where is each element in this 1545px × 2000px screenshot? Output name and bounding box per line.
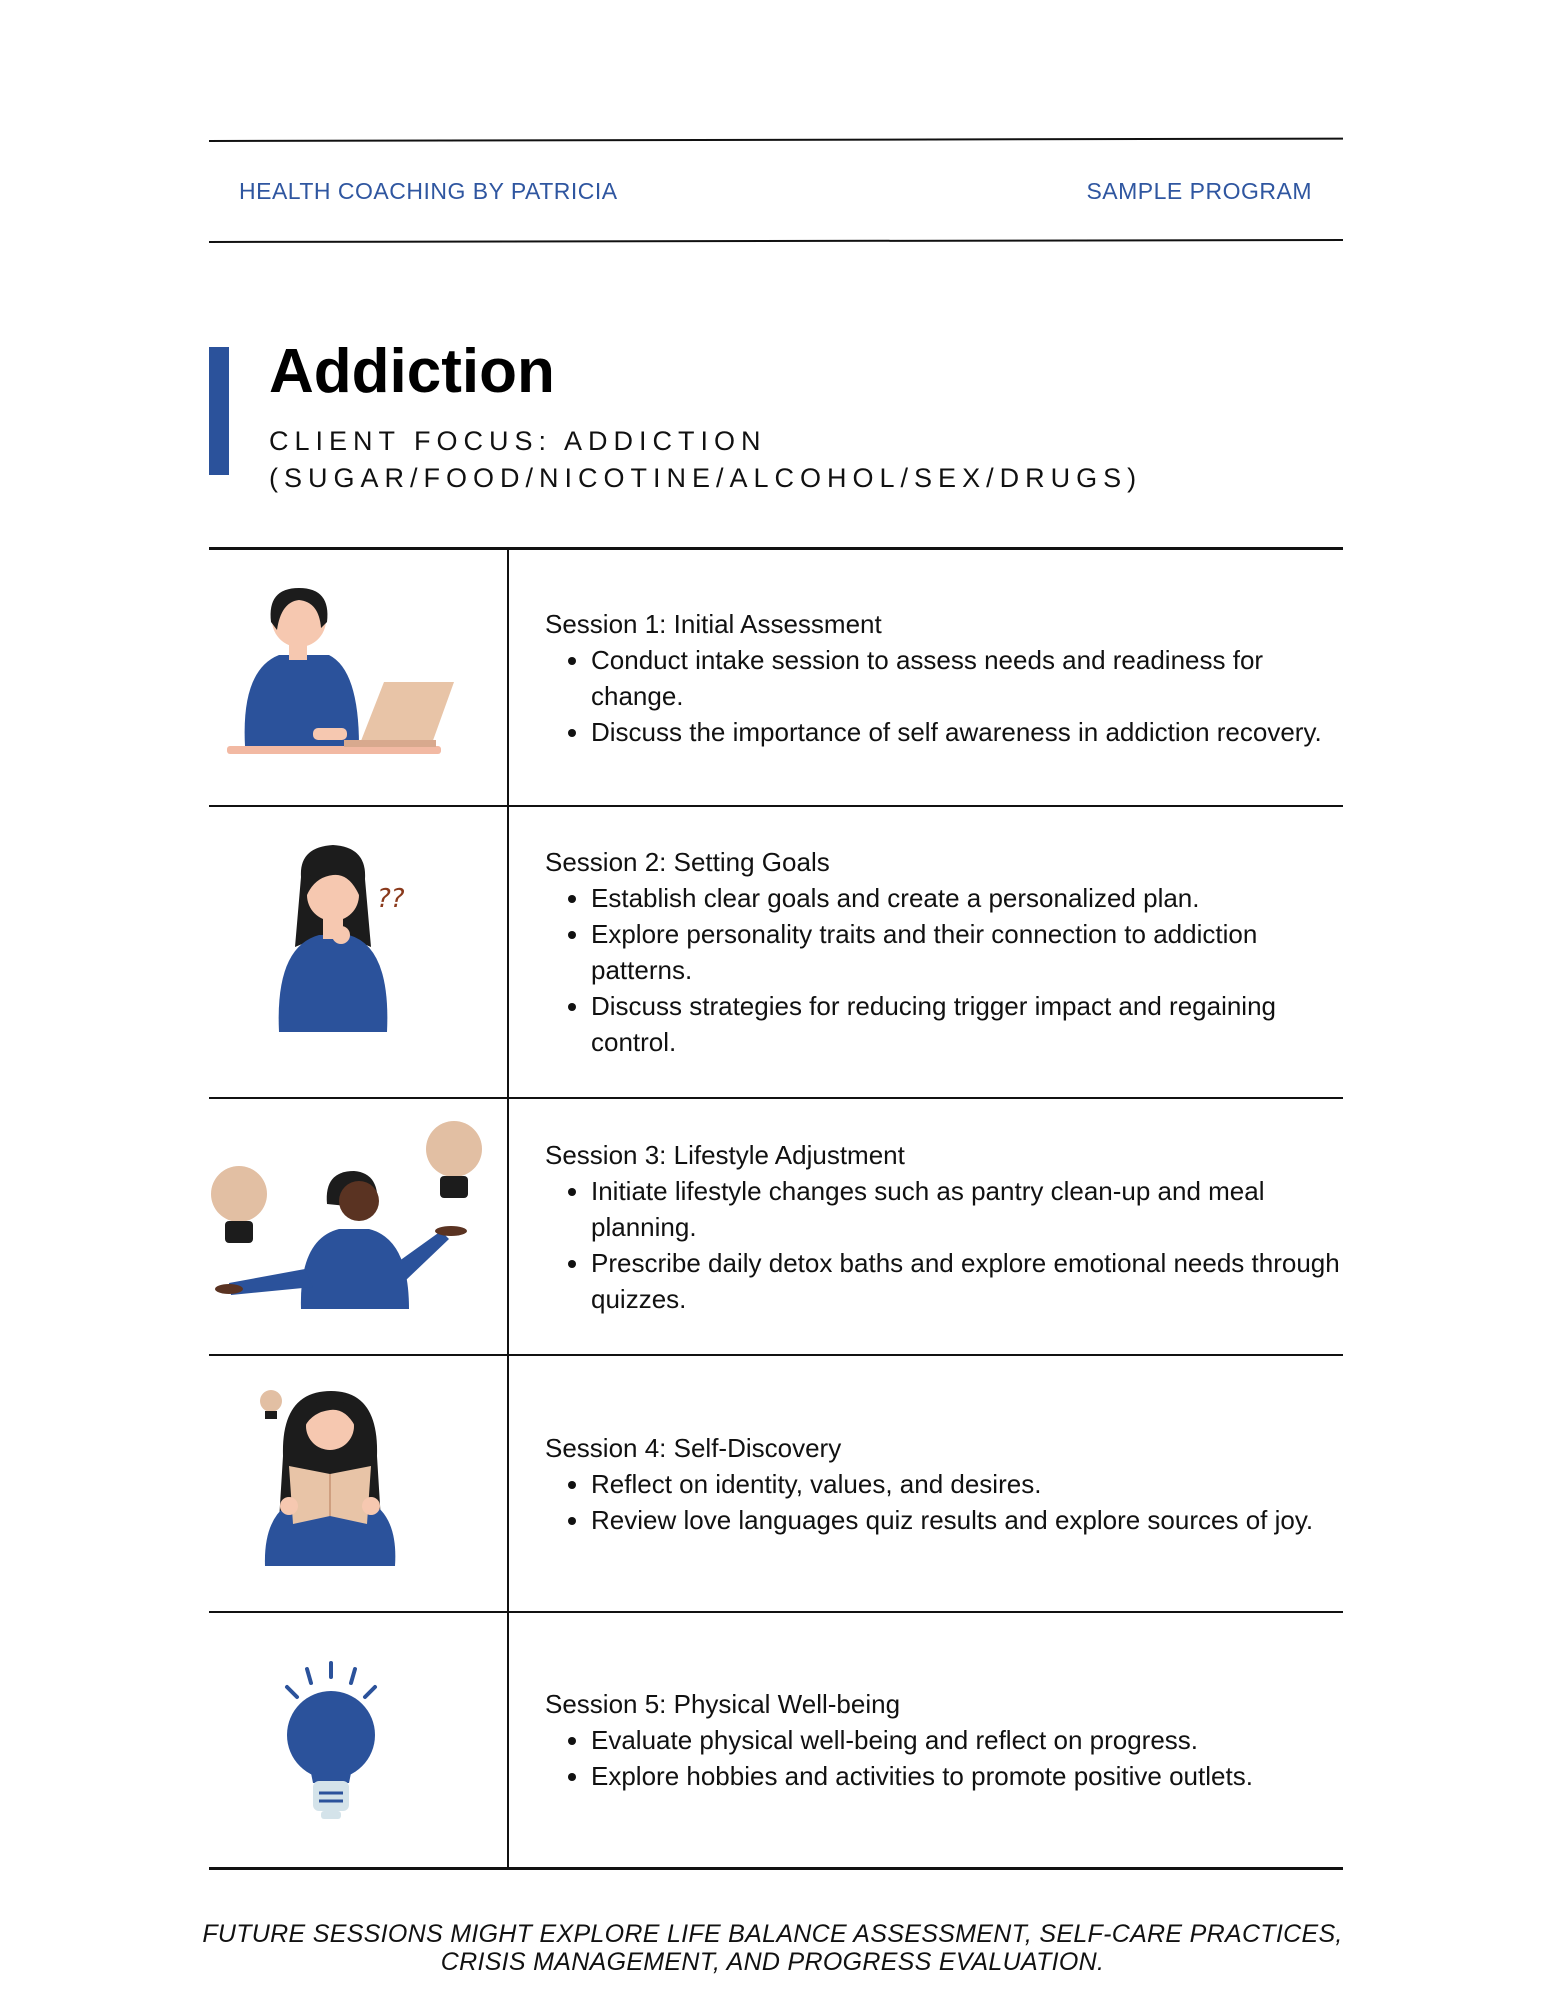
session-4-content <box>509 1356 1343 1611</box>
session-2-content <box>509 807 1343 1097</box>
person-at-laptop-icon <box>209 550 507 805</box>
session-row-3 <box>209 1097 1343 1354</box>
session-row-1 <box>209 550 1343 805</box>
header-bottom-rule <box>209 239 1343 243</box>
session-5-illustration <box>209 1613 509 1867</box>
session-4-illustration <box>209 1356 509 1611</box>
session-row-4 <box>209 1354 1343 1611</box>
svg-text:??: ?? <box>377 884 405 914</box>
subtitle-line-1: CLIENT FOCUS: ADDICTION <box>269 426 767 456</box>
footer-line-1: FUTURE SESSIONS MIGHT EXPLORE LIFE BALANCE ASSESSMENT, SELF-CARE PRACTICES, <box>202 1920 1343 1948</box>
footer-note <box>0 1920 1545 1976</box>
client-focus-subtitle <box>269 423 1329 497</box>
session-2-bullets <box>545 880 1343 1060</box>
header-top-rule <box>209 138 1343 142</box>
person-thinking-icon <box>209 807 507 1097</box>
subtitle-line-2: (SUGAR/FOOD/NICOTINE/ALCOHOL/SEX/DRUGS) <box>269 463 1143 493</box>
sessions-table <box>209 547 1343 1870</box>
session-4-title: Session 4: Self-Discovery <box>545 1432 842 1463</box>
brand-name: HEALTH COACHING BY PATRICIA <box>239 178 618 204</box>
session-5-title: Session 5: Physical Well-being <box>545 1689 901 1719</box>
session-1-bullet-1: • Conduct intake session to assess needs and readiness for change. <box>591 642 1343 714</box>
session-5-bullet-1: • Evaluate physical well-being and reflect on progress. <box>591 1722 1343 1758</box>
session-5-bullets <box>545 1722 1343 1794</box>
session-1-content <box>509 550 1343 805</box>
session-3-bullets <box>545 1173 1343 1317</box>
session-2-title: Session 2: Setting Goals <box>545 847 830 877</box>
session-2-bullet-2: • Explore personality traits and their connection to addiction patterns. <box>591 916 1343 988</box>
session-1-title: Session 1: Initial Assessment <box>545 608 882 639</box>
lightbulb-icon <box>209 1613 507 1867</box>
person-reading-icon <box>209 1356 507 1611</box>
session-4-bullet-1: • Reflect on identity, values, and desires. <box>591 1466 1343 1502</box>
session-5-content <box>509 1613 1343 1867</box>
session-3-illustration <box>209 1099 509 1354</box>
session-3-content <box>509 1099 1343 1354</box>
session-2-bullet-1: • Establish clear goals and create a personalized plan. <box>591 880 1343 916</box>
session-3-bullet-2: • Prescribe daily detox baths and explore emotional needs through quizzes. <box>591 1245 1343 1317</box>
session-4-bullets <box>545 1466 1343 1538</box>
person-with-lightbulbs-icon <box>209 1099 507 1354</box>
session-row-5 <box>209 1611 1343 1867</box>
session-5-bullet-2: • Explore hobbies and activities to promote positive outlets. <box>591 1758 1343 1794</box>
session-1-bullets <box>545 642 1343 750</box>
session-4-bullet-2: • Review love languages quiz results and explore sources of joy. <box>591 1502 1343 1538</box>
session-2-illustration <box>209 807 509 1097</box>
title-accent-bar <box>209 347 229 475</box>
session-1-bullet-2: • Discuss the importance of self awareness in addiction recovery. <box>591 714 1343 750</box>
session-row-2 <box>209 805 1343 1097</box>
session-1-illustration <box>209 550 509 805</box>
footer-line-2: CRISIS MANAGEMENT, AND PROGRESS EVALUATION. <box>440 1948 1105 1976</box>
session-3-title: Session 3: Lifestyle Adjustment <box>545 1139 905 1170</box>
session-2-bullet-3: • Discuss strategies for reducing trigger impact and regaining control. <box>591 988 1343 1060</box>
session-3-bullet-1: • Initiate lifestyle changes such as pantry clean-up and meal planning. <box>591 1173 1343 1245</box>
page-title: Addiction <box>269 337 555 406</box>
program-label: SAMPLE PROGRAM <box>1086 178 1312 204</box>
